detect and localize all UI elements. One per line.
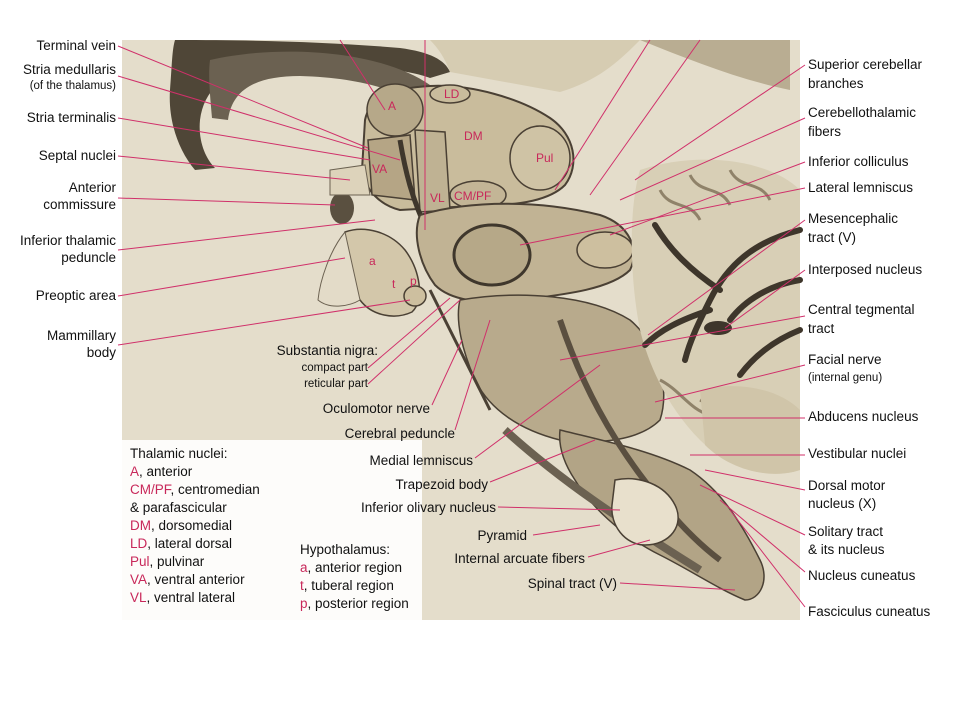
label-vestibular-nuclei: Vestibular nuclei [808,446,907,461]
thalamic-key-abbr: A [130,464,140,479]
thalamic-key-abbr: DM [130,518,151,533]
label-spinal-tract: Spinal tract (V) [527,576,617,591]
thalamic-key-text: & parafascicular [130,500,227,515]
hypothalamus-key-entry [300,577,394,595]
thalamic-key-entry [130,481,260,499]
nucleus-label-VA: VA [372,162,388,176]
hypothalamus-key-heading: Hypothalamus: [300,542,391,557]
hypothalamus-key-abbr: p [300,596,308,611]
thalamic-key-entry [130,589,235,607]
nucleus-label-A: A [388,99,397,113]
label-compact-part: compact part [301,362,368,374]
label-nucleus-cuneatus: Nucleus cuneatus [808,568,916,583]
label-preoptic-area: Preoptic area [35,288,116,303]
label-trapezoid-body: Trapezoid body [395,477,488,492]
hypothalamus-key-entry [300,559,402,577]
label-abducens-nucleus: Abducens nucleus [808,409,919,424]
label-mesencephalic-1: Mesencephalic [808,211,899,226]
nucleus-label-LD: LD [444,87,460,101]
label-mesencephalic-2: tract (V) [808,230,857,245]
label-stria-terminalis: Stria terminalis [26,110,116,125]
label-cerebellothalamic-1: Cerebellothalamic [808,105,917,120]
label-dorsal-motor-2: nucleus (X) [808,496,877,511]
nucleus-label-CMPF: CM/PF [454,189,492,203]
label-solitary-tract-2: & its nucleus [808,542,885,557]
label-facial-nerve-1: Facial nerve [808,352,882,367]
label-central-tegmental-2: tract [808,321,835,336]
label-mammillary-2: body [86,345,116,360]
label-solitary-tract-1: Solitary tract [808,524,884,539]
nucleus-label-Pul: Pul [536,151,554,165]
label-internal-arcuate: Internal arcuate fibers [454,551,585,566]
label-substantia-nigra: Substantia nigra: [276,343,378,358]
mammillary-body-shape [404,286,426,306]
thalamic-key-entry [130,517,232,535]
hypothalamus-key-text: , tuberal region [303,578,394,593]
label-oculomotor-nerve: Oculomotor nerve [322,401,430,416]
thalamic-key-abbr: Pul [130,554,150,569]
label-inferior-thalamic-2: peduncle [61,250,116,265]
thalamic-key-text: , lateral dorsal [147,536,233,551]
label-superior-cerebellar-1: Superior cerebellar [808,57,923,72]
thalamic-key-text: , dorsomedial [151,518,233,533]
label-inferior-thalamic-1: Inferior thalamic [19,233,116,248]
nucleus-label-DM: DM [464,129,483,143]
thalamic-key-entry [130,535,232,553]
nucleus-label-VL: VL [430,191,445,205]
red-nucleus [454,225,530,285]
hypothalamus-key-abbr: a [300,560,308,575]
label-mammillary-1: Mammillary [47,328,116,343]
thalamic-key-text: , anterior [139,464,193,479]
label-stria-medullaris: Stria medullaris [22,62,116,77]
label-inferior-colliculus: Inferior colliculus [808,154,909,169]
label-dorsal-motor-1: Dorsal motor [808,478,886,493]
label-reticular-part: reticular part [304,378,368,390]
label-cerebral-peduncle: Cerebral peduncle [344,426,455,441]
hypothalamus-key-entry [300,595,409,613]
label-septal-nuclei: Septal nuclei [38,148,116,163]
thalamic-key-entry [130,499,227,517]
label-anterior-commissure-1: Anterior [68,180,116,195]
label-medial-lemniscus: Medial lemniscus [369,453,473,468]
hypothalamus-key-text: , anterior region [307,560,403,575]
thalamic-key-abbr: VL [130,590,147,605]
label-stria-medullaris-sub: (of the thalamus) [29,80,116,92]
label-superior-cerebellar-2: branches [808,76,864,91]
label-pyramid: Pyramid [477,528,527,543]
thalamic-key-text: , centromedian [170,482,260,497]
thalamic-key-text: , ventral anterior [147,572,245,587]
thalamic-key-text: , ventral lateral [146,590,236,605]
label-fasciculus-cuneatus: Fasciculus cuneatus [808,604,931,619]
hypothalamus-label-a: a [369,254,376,268]
thalamic-key-entry [130,463,192,481]
colliculus-shape [577,232,633,268]
hypothalamus-label-p: p [410,274,417,288]
hypothalamus-key-abbr: t [300,578,304,593]
thalamic-key-entry [130,571,245,589]
hypothalamus-key-text: , posterior region [307,596,409,611]
thalamic-key-entry [130,553,204,571]
label-central-tegmental-1: Central tegmental [808,302,915,317]
anterior-commissure-shape [330,192,354,224]
label-terminal-vein: Terminal vein [36,38,116,53]
thalamic-key-abbr: CM/PF [130,482,171,497]
label-lateral-lemniscus: Lateral lemniscus [808,180,914,195]
thalamic-key-heading: Thalamic nuclei: [130,446,228,461]
label-anterior-commissure-2: commissure [43,197,116,212]
thalamic-key-abbr: VA [130,572,148,587]
label-inferior-olivary: Inferior olivary nucleus [360,500,496,515]
hypothalamus-label-t: t [392,277,396,291]
thalamic-key-abbr: LD [130,536,148,551]
label-cerebellothalamic-2: fibers [808,124,842,139]
label-facial-nerve-2: (internal genu) [808,372,883,384]
thalamic-key-text: , pulvinar [149,554,205,569]
label-interposed-nucleus: Interposed nucleus [808,262,923,277]
